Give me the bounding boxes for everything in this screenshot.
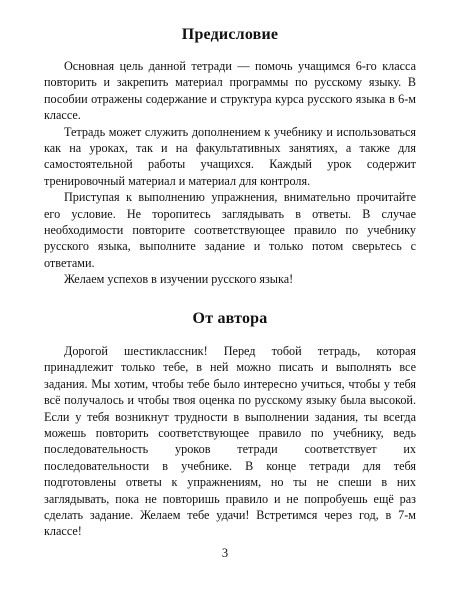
preface-title: Предисловие <box>181 26 279 43</box>
author-note-section <box>44 310 416 540</box>
preface-paragraph: Желаем успехов в изучении русского языка! <box>64 272 294 287</box>
preface-paragraph: Основная цель данной тетради — помочь учащимся 6-го класса повторить и закрепить материал программы по русскому языку. В пособии отражены содержание и структура курса русского языка в 6-м классе. <box>44 59 416 123</box>
preface-section <box>44 26 416 288</box>
page-number: 3 <box>221 546 229 560</box>
author-note-paragraph: Дорогой шестиклассник! Перед тобой тетрадь, которая принадлежит только тебе, в ней можно писать и выполнять все задания. Мы хотим, чтобы тебе было интересно учиться, чтобы у тебя всё получалось и чтобы твоя оценка по русскому языку была высокой. Если у тебя возникнут трудности в выполнении задания, ты всегда можешь повторить соответствующее правило по учебнику, ведь последовательность уроков тетради соответствует их последовательности в учебнике. В конце тетради для тебя подготовлены ответы к упражнениям, но ты не спеши в них заглядывать, пока не повторишь правило и не попробуешь ещё раз сделать задание. Желаем тебе удачи! Встретимся через год, в 7-м классе! <box>44 344 416 539</box>
preface-paragraph: Тетрадь может служить дополнением к учебнику и использоваться как на уроках, так и на факультативных занятиях, а также для самостоятельной работы учащихся. Каждый урок содержит тренировочный материал и материал для контроля. <box>44 124 416 188</box>
author-note-title: От автора <box>192 310 268 327</box>
preface-paragraph: Приступая к выполнению упражнения, внимательно прочитайте его условие. Не торопитесь заглядывать в ответы. В случае необходимости повторите соответствующее правило по учебнику русского языка, выполните задание и только потом сверьтесь с ответами. <box>44 190 416 270</box>
